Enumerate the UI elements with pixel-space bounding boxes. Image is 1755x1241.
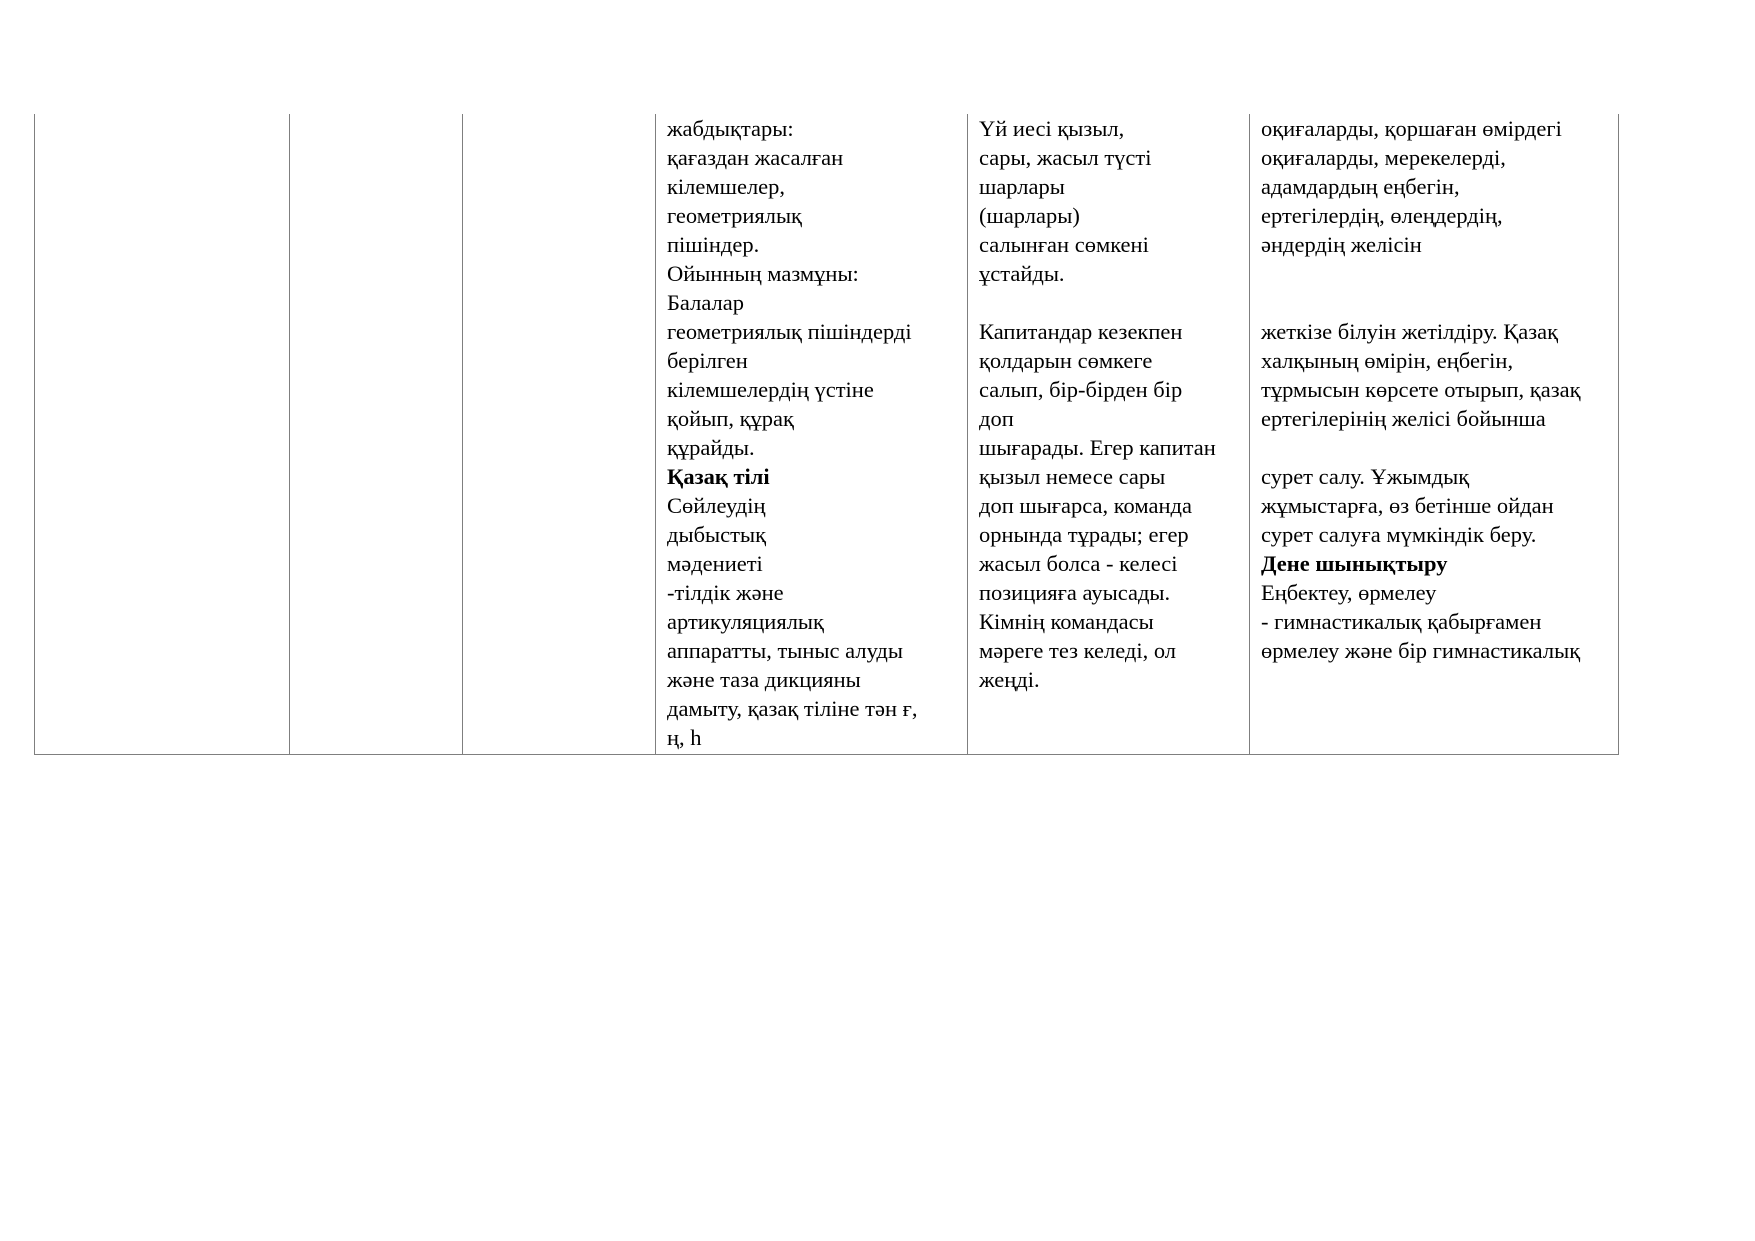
text-line: Сөйлеудің: [667, 493, 766, 518]
text-line: Кімнің командасы: [979, 609, 1154, 634]
text-line: әндердің желісін: [1261, 232, 1422, 257]
text-line: қағаздан жасалған: [667, 145, 844, 170]
text-line: қойып, құрақ: [667, 406, 794, 431]
table-cell-game-rules: [968, 114, 1250, 755]
text-line: және таза дикцияны: [667, 667, 861, 692]
text-line: - гимнастикалық қабырғамен: [1261, 609, 1542, 634]
table-cell-col-1: [35, 114, 290, 755]
text-line: [1261, 259, 1616, 288]
table-cell-col-3: [463, 114, 656, 755]
table-row: [35, 114, 1619, 755]
text-line: оқиғаларды, мерекелерді,: [1261, 145, 1506, 170]
text-line: Балалар: [667, 290, 744, 315]
text-line: жұмыстарға, өз бетінше ойдан: [1261, 493, 1554, 518]
table-cell-game-description: [656, 114, 968, 755]
text-line: құрайды.: [667, 435, 755, 460]
text-line: сары, жасыл түсті: [979, 145, 1152, 170]
text-line: оқиғаларды, қоршаған өмірдегі: [1261, 116, 1562, 141]
text-line: ұстайды.: [979, 261, 1065, 286]
text-line: жасыл болса - келесі: [979, 551, 1178, 576]
subject-heading: Қазақ тілі: [667, 464, 770, 489]
text-line: кілемшелердің үстіне: [667, 377, 874, 402]
text-line: аппаратты, тыныс алуды: [667, 638, 903, 663]
text-line: Капитандар кезекпен: [979, 319, 1183, 344]
text-line: [1261, 433, 1616, 462]
text-line: ертегілерінің желісі бойынша: [1261, 406, 1546, 431]
text-line: жабдықтары:: [667, 116, 794, 141]
text-line: қолдарын сөмкеге: [979, 348, 1153, 373]
text-line: Еңбектеу, өрмелеу: [1261, 580, 1437, 605]
text-line: берілген: [667, 348, 748, 373]
text-line: доп: [979, 406, 1014, 431]
text-line: жеңді.: [979, 667, 1040, 692]
text-line: геометриялық пішіндерді: [667, 319, 912, 344]
text-line: доп шығарса, команда: [979, 493, 1192, 518]
lesson-plan-table: [34, 114, 1619, 755]
text-line: пішіндер.: [667, 232, 760, 257]
text-line: Ойынның мазмұны:: [667, 261, 859, 286]
text-line: артикуляциялық: [667, 609, 824, 634]
text-line: (шарлары): [979, 203, 1080, 228]
text-line: шығарады. Егер капитан: [979, 435, 1216, 460]
text-line: мәдениеті: [667, 551, 763, 576]
table-cell-activity-goals: [1250, 114, 1619, 755]
text-line: ертегілердің, өлеңдердің,: [1261, 203, 1503, 228]
text-line: өрмелеу және бір гимнастикалық: [1261, 638, 1581, 663]
text-line: сурет салу. Ұжымдық: [1261, 464, 1470, 489]
text-line: дыбыстық: [667, 522, 766, 547]
text-line: Үй иесі қызыл,: [979, 116, 1125, 141]
text-line: мәреге тез келеді, ол: [979, 638, 1177, 663]
text-line: салып, бір-бірден бір: [979, 377, 1183, 402]
text-line: -тілдік және: [667, 580, 784, 605]
text-line: [1261, 288, 1616, 317]
text-line: дамыту, қазақ тіліне тән ғ,: [667, 696, 918, 721]
text-line: сурет салуға мүмкіндік беру.: [1261, 522, 1537, 547]
text-line: тұрмысын көрсете отырып, қазақ: [1261, 377, 1581, 402]
text-line: позицияға ауысады.: [979, 580, 1171, 605]
table-cell-col-2: [290, 114, 463, 755]
text-line: қызыл немесе сары: [979, 464, 1166, 489]
subject-heading: Дене шынықтыру: [1261, 551, 1448, 576]
text-line: геометриялық: [667, 203, 802, 228]
text-line: ң, һ: [667, 725, 702, 750]
text-line: халқының өмірін, еңбегін,: [1261, 348, 1514, 373]
text-line: адамдардың еңбегін,: [1261, 174, 1460, 199]
text-line: [979, 288, 1247, 317]
text-line: кілемшелер,: [667, 174, 786, 199]
text-line: шарлары: [979, 174, 1065, 199]
text-line: жеткізе білуін жетілдіру. Қазақ: [1261, 319, 1559, 344]
text-line: орнында тұрады; егер: [979, 522, 1189, 547]
text-line: салынған сөмкені: [979, 232, 1149, 257]
